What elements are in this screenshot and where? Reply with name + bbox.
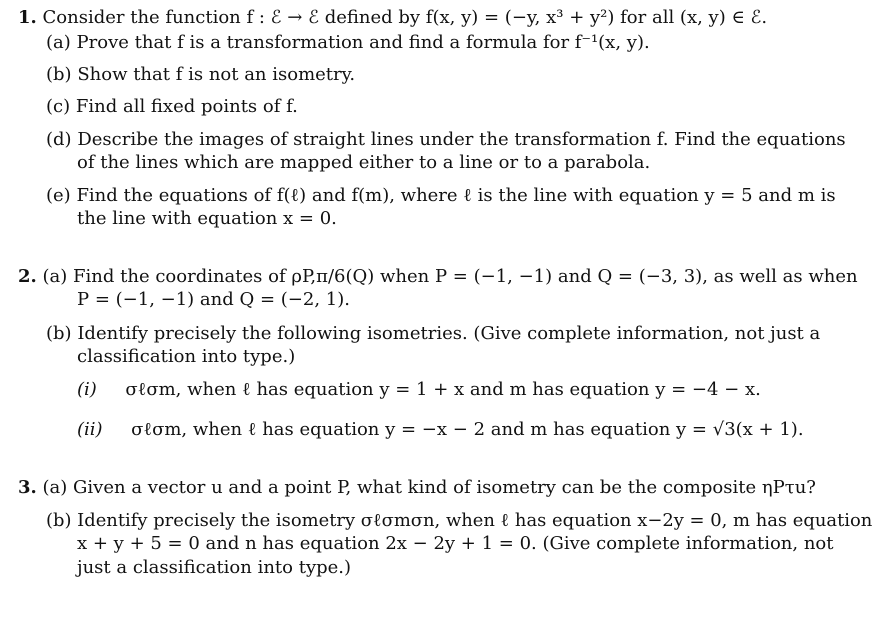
question-number: 2.: [18, 266, 37, 287]
part-text: Identify precisely the following isometries. (Give complete information, not just a: [77, 323, 821, 344]
part-label: (b): [46, 64, 72, 85]
part-label: (b): [46, 510, 72, 531]
part-text: Describe the images of straight lines under the transformation f. Find the equations: [77, 129, 846, 150]
part-label: (a): [42, 477, 68, 498]
part-3b: [46, 509, 872, 532]
question-stem: Consider the function f : ℰ → ℰ defined by f(x, y) = (−y, x³ + y²) for all (x, y) ∈ ℰ.: [42, 7, 768, 28]
subpart-text: σℓσm, when ℓ has equation y = −x − 2 and m has equation y = √3(x + 1).: [131, 419, 804, 440]
question-3: [18, 476, 816, 499]
part-1c: [46, 95, 298, 118]
part-1e: [46, 184, 836, 207]
part-1d-cont: [77, 151, 650, 174]
subpart-label: (i): [77, 379, 97, 400]
part-text: of the lines which are mapped either to a line or to a parabola.: [77, 152, 651, 173]
part-text: Identify precisely the isometry σℓσmσn, when ℓ has equation x−2y = 0, m has equation: [77, 510, 873, 531]
part-text: the line with equation x = 0.: [77, 208, 337, 229]
part-3b-cont2: [77, 556, 351, 579]
part-text: Show that f is not an isometry.: [77, 64, 356, 85]
part-text: Find all fixed points of f.: [75, 96, 298, 117]
question-1: [18, 6, 767, 29]
part-text: Prove that f is a transformation and find a formula for f⁻¹(x, y).: [76, 32, 650, 53]
part-2b-cont: [77, 345, 295, 368]
part-1d: [46, 128, 846, 151]
subpart-text: σℓσm, when ℓ has equation y = 1 + x and m has equation y = −4 − x.: [125, 379, 761, 400]
part-text: classification into type.): [77, 346, 296, 367]
part-1a: [46, 31, 650, 54]
part-label: (c): [46, 96, 71, 117]
part-label: (e): [46, 185, 71, 206]
part-label: (b): [46, 323, 72, 344]
subpart-2b-i: [77, 378, 761, 401]
part-text: Find the equations of f(ℓ) and f(m), where ℓ is the line with equation y = 5 and m is: [76, 185, 836, 206]
part-text: just a classification into type.): [77, 557, 352, 578]
part-text: x + y + 5 = 0 and n has equation 2x − 2y + 1 = 0. (Give complete information, not: [77, 533, 834, 554]
subpart-label: (ii): [77, 419, 103, 440]
part-2a-cont: [77, 288, 350, 311]
subpart-2b-ii: [77, 418, 804, 441]
part-1e-cont: [77, 207, 337, 230]
question-number: 1.: [18, 7, 37, 28]
question-2: [18, 265, 858, 288]
question-number: 3.: [18, 477, 37, 498]
part-3b-cont1: [77, 532, 833, 555]
part-label: (a): [46, 32, 71, 53]
part-text: P = (−1, −1) and Q = (−2, 1).: [77, 289, 350, 310]
part-text: Given a vector u and a point P, what kind of isometry can be the composite ηPτu?: [73, 477, 816, 498]
part-text: Find the coordinates of ρP,π/6(Q) when P = (−1, −1) and Q = (−3, 3), as well as when: [73, 266, 858, 287]
part-label: (d): [46, 129, 72, 150]
part-2b: [46, 322, 820, 345]
part-1b: [46, 63, 355, 86]
part-label: (a): [42, 266, 68, 287]
